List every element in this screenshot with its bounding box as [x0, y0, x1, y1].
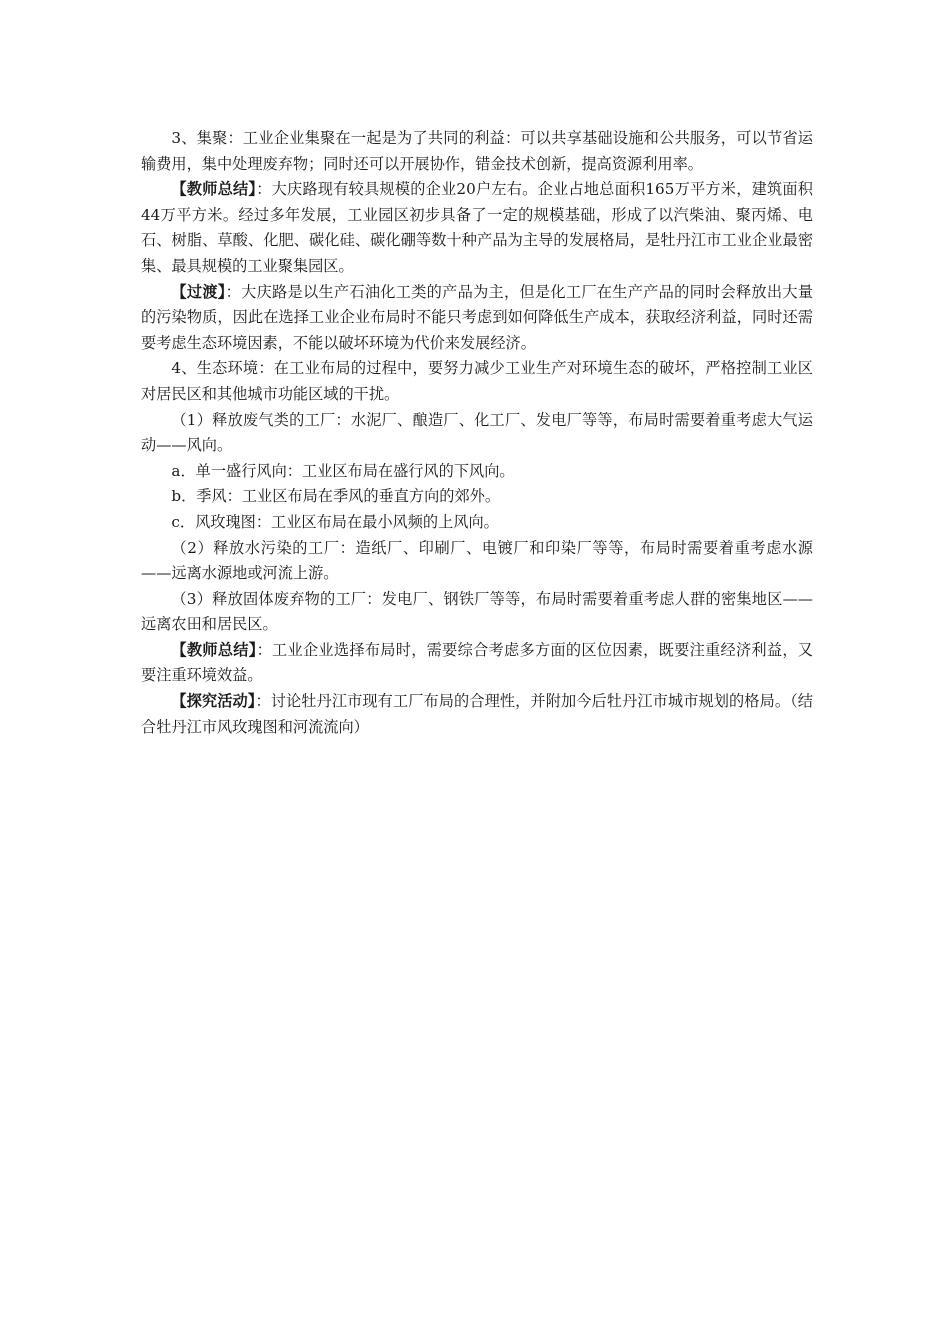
paragraph-waste-gas-factories: [141, 408, 813, 459]
document-body: [141, 126, 813, 740]
paragraph-teacher-summary-1: [141, 177, 813, 279]
paragraph-ecological-environment: [141, 356, 813, 407]
paragraph-text: ：大庆路现有较具规模的企业20户左右。企业占地总面积165万平方米，建筑面积44万平方米。经过多年发展，工业园区初步具备了一定的规模基础，形成了以汽柴油、聚丙烯、电石、树脂、草酸、化肥、碳化硅、碳化硼等数十种产品为主导的发展格局，是牡丹江市工业企业最密集、最具规模的工业聚集园区。: [141, 180, 813, 275]
paragraph-solid-waste-factories: [141, 587, 813, 638]
paragraph-item-a: [141, 459, 813, 485]
paragraph-text: （1）释放废气类的工厂：水泥厂、酿造厂、化工厂、发电厂等等，布局时需要着重考虑大气运动——风向。: [141, 410, 813, 455]
paragraph-label: 【教师总结】: [171, 640, 257, 659]
paragraph-item-c: [141, 510, 813, 536]
paragraph-inquiry-activity: [141, 689, 813, 740]
paragraph-text: 3、集聚：工业企业集聚在一起是为了共同的利益：可以共享基础设施和公共服务，可以节省运输费用，集中处理废弃物；同时还可以开展协作，错金技术创新，提高资源利用率。: [141, 129, 813, 173]
paragraph-text: ：大庆路是以生产石油化工类的产品为主，但是化工厂在生产产品的同时会释放出大量的污染物质，因此在选择工业企业布局时不能只考虑到如何降低生产成本，获取经济利益，同时还需要考虑生态环境因素，不能以破坏环境为代价来发展经济。: [141, 282, 814, 352]
paragraph-water-pollution-factories: [141, 536, 813, 587]
paragraph-text: 4、生态环境：在工业布局的过程中，要努力减少工业生产对环境生态的破坏，严格控制工业区对居民区和其他城市功能区域的干扰。: [141, 359, 813, 403]
paragraph-text: ：工业企业选择布局时，需要综合考虑多方面的区位因素，既要注重经济利益，又要注重环境效益。: [141, 640, 813, 685]
paragraph-text: （2）释放水污染的工厂：造纸厂、印刷厂、电镀厂和印染厂等等，布局时需要着重考虑水源——远离水源地或河流上游。: [141, 538, 813, 583]
paragraph-text: c．风玫瑰图：工业区布局在最小风频的上风向。: [171, 512, 499, 531]
paragraph-label: 【过渡】: [171, 282, 226, 301]
paragraph-transition: [141, 280, 813, 357]
paragraph-text: （3）释放固体废弃物的工厂：发电厂、钢铁厂等等，布局时需要着重考虑人群的密集地区——远离农田和居民区。: [141, 589, 813, 634]
paragraph-label: 【探究活动】: [171, 692, 256, 711]
paragraph-agglomeration: [141, 126, 813, 177]
paragraph-text: a．单一盛行风向：工业区布局在盛行风的下风向。: [171, 461, 515, 480]
paragraph-text: ：讨论牡丹江市现有工厂布局的合理性，并附加今后牡丹江市城市规划的格局。（结合牡丹江市风玫瑰图和河流流向）: [141, 692, 813, 736]
paragraph-text: b．季风：工业区布局在季风的垂直方向的郊外。: [171, 487, 501, 506]
paragraph-teacher-summary-2: [141, 638, 813, 689]
paragraph-item-b: [141, 484, 813, 510]
paragraph-label: 【教师总结】: [171, 180, 257, 199]
